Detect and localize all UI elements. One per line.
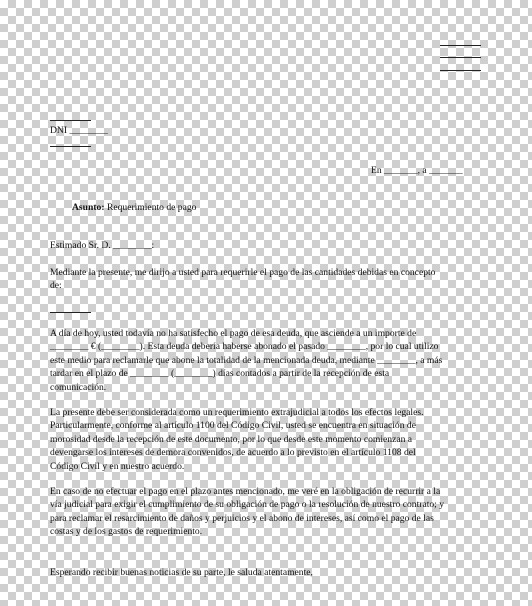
paragraph-line: ________ € (________). Esta deuda debería haberse abonado el pasado ________, por lo cual utilizo: [50, 341, 439, 353]
paragraph-line: costas y de los gastos de requerimiento.: [50, 526, 203, 538]
paragraph-line: este medio para reclamarle que abone la totalidad de la mencionada deuda, mediante ________, a más: [50, 354, 443, 366]
recipient-line-3: [50, 146, 91, 147]
sender-line-1: [440, 45, 481, 46]
paragraph-line: tardar en el plazo de ________ (________) días contados a partir de la recepción de esta: [50, 368, 390, 380]
recipient-line-1: [50, 120, 91, 121]
paragraph-line: vía judicial para exigir el cumplimiento de su obligación de pago o la resolución de nuestro contrato; y: [50, 499, 445, 511]
subject-text: Requerimiento de pago: [106, 202, 197, 213]
subject: [72, 201, 196, 214]
sender-line-2: [440, 57, 481, 58]
paragraph-line: Mediante la presente, me dirijo a usted para requerirle el pago de las cantidades debidas en concepto: [50, 267, 436, 278]
dni-label: DNI ________: [50, 125, 108, 136]
paragraph-line: comunicación.: [50, 381, 107, 393]
paragraph-line: Particularmente, conforme al artículo 1100 del Código Civil, usted se encuentra en situación de: [50, 420, 416, 432]
paragraph-line: Código Civil y en nuestro acuerdo.: [50, 460, 185, 472]
greeting: Estimado Sr. D. ________:: [50, 240, 155, 251]
paragraph-line: A día de hoy, usted todavía no ha satisfecho el pago de esa deuda, que asciende a un importe de: [50, 328, 417, 339]
paragraph-legal: [50, 406, 480, 473]
paragraph-line: para reclamar el resarcimiento de daños y perjuicios y el abono de intereses, así como el pago de las: [50, 512, 434, 524]
sender-line-3: [440, 70, 481, 71]
subject-label: Asunto:: [72, 202, 105, 213]
paragraph-line: La presente debe ser considerada como un requerimiento extrajudicial a todos los efectos legales.: [50, 407, 424, 418]
paragraph-line: de:: [50, 280, 62, 292]
paragraph-intro: [50, 266, 480, 293]
paragraph-consequences: [50, 485, 480, 539]
closing: Esperando recibir buenas noticias de su parte, le saluda atentamente,: [50, 567, 313, 578]
paragraph-line: En caso de no efectuar el pago en el plazo antes mencionado, me veré en la obligación de recurrir a la: [50, 486, 441, 497]
paragraph-line: morosidad desde la recepción de este documento, por lo que desde este momento comienzan a: [50, 433, 413, 445]
paragraph-debt: [50, 327, 480, 394]
place-date: En _______, a _______: [371, 165, 463, 176]
concept-line: [50, 312, 91, 313]
paragraph-line: devengarse los intereses de demora convenidos, de acuerdo a lo previsto en el artículo 1108 del: [50, 447, 416, 459]
